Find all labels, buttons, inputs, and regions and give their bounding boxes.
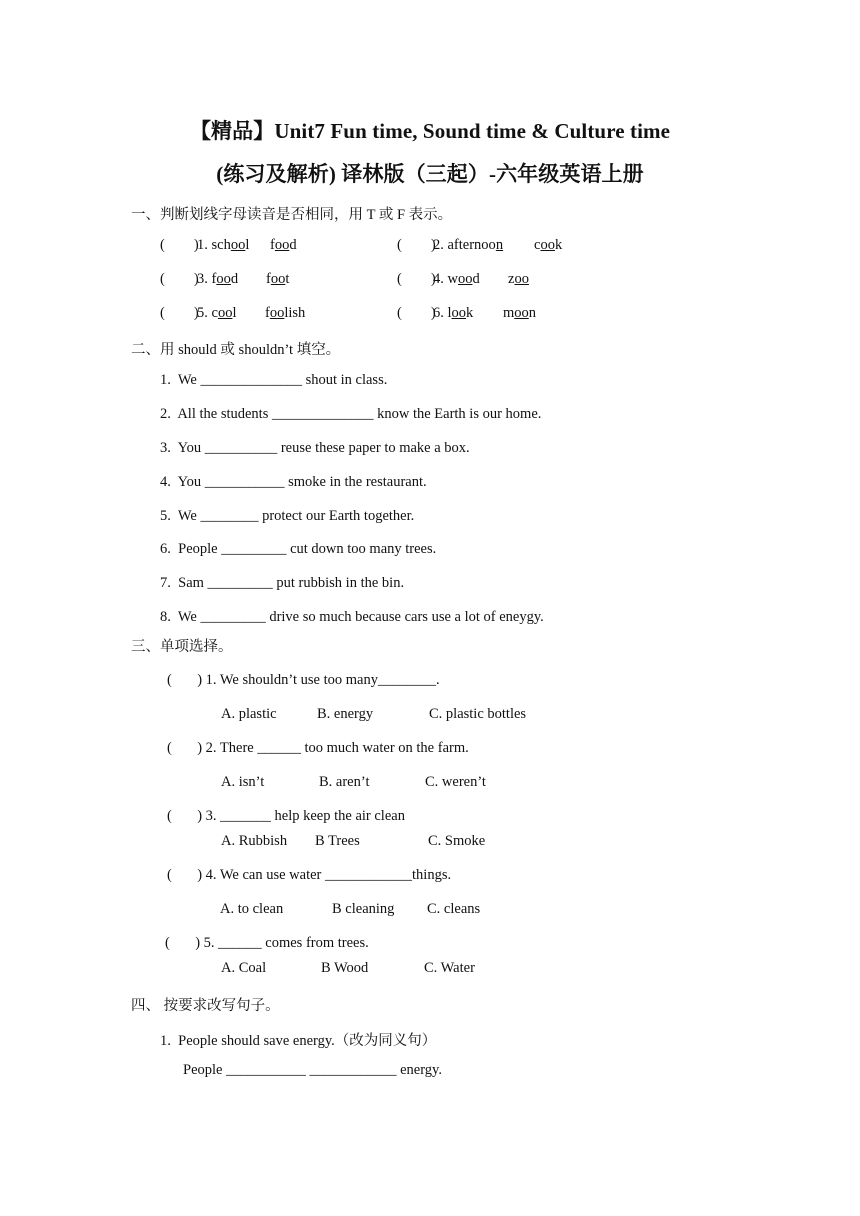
answer-bracket: ( ) <box>160 237 199 253</box>
word-part: d <box>289 237 297 253</box>
underlined-letters: oo <box>514 305 529 321</box>
choice-option-b: B Trees <box>315 833 360 849</box>
word-part: f <box>265 305 270 321</box>
choice-question: ( ) 4. We can use water ____________things. <box>167 867 452 883</box>
word-part: k <box>554 237 563 253</box>
choice-option-c: C. plastic bottles <box>429 706 527 722</box>
underlined-letters: oo <box>451 305 467 321</box>
underlined-letters: oo <box>230 237 246 253</box>
word-part: m <box>503 305 515 321</box>
word-2 <box>508 271 529 288</box>
word-part: f <box>266 271 271 287</box>
answer-bracket: ( ) <box>397 271 436 287</box>
rewrite-answer-line: People ___________ ____________ energy. <box>183 1062 442 1078</box>
section-2-heading: 二、用 should 或 shouldn’t 填空。 <box>131 342 341 358</box>
word-2 <box>534 237 562 254</box>
section-4-heading: 四、 按要求改写句子。 <box>131 998 280 1014</box>
word-part: l <box>447 305 452 321</box>
fill-in-item: 7. Sam _________ put rubbish in the bin. <box>160 575 405 591</box>
choice-option-a: A. Coal <box>221 960 267 976</box>
word-part: c <box>211 305 218 321</box>
word-part: z <box>508 271 515 287</box>
underlined-letters: oo <box>216 271 231 287</box>
word-2 <box>266 271 289 288</box>
word-part: afternoo <box>447 237 496 253</box>
choice-question: ( ) 2. There ______ too much water on the farm. <box>167 740 469 756</box>
choice-option-a: A. isn’t <box>221 774 265 790</box>
choice-option-b: B Wood <box>321 960 369 976</box>
item-number: 4. <box>433 271 444 287</box>
fill-in-item: 3. You __________ reuse these paper to make a box. <box>160 440 470 456</box>
choice-option-c: C. Water <box>424 960 475 976</box>
word-1 <box>433 271 480 288</box>
fill-in-item: 4. You ___________ smoke in the restaurant. <box>160 474 427 490</box>
choice-option-c: C. cleans <box>427 901 481 917</box>
word-part: f <box>270 237 275 253</box>
underlined-letters: oo <box>217 305 233 321</box>
word-1 <box>433 305 473 322</box>
answer-bracket: ( ) <box>397 237 436 253</box>
underlined-letters: oo <box>540 237 555 253</box>
choice-option-c: C. weren’t <box>425 774 486 790</box>
word-part: l <box>232 305 237 321</box>
choice-question: ( ) 5. ______ comes from trees. <box>165 935 369 951</box>
word-part: d <box>230 271 239 287</box>
word-2 <box>270 237 297 254</box>
choice-option-b: B. energy <box>317 706 374 722</box>
fill-in-item: 1. We ______________ shout in class. <box>160 372 388 388</box>
word-part: k <box>466 305 474 321</box>
word-1 <box>197 305 236 322</box>
underlined-letters: oo <box>274 237 290 253</box>
word-1 <box>197 271 238 288</box>
underlined-letters: oo <box>270 271 286 287</box>
item-number: 2. <box>433 237 444 253</box>
item-number: 5. <box>197 305 208 321</box>
underlined-letters: oo <box>514 271 529 287</box>
fill-in-item: 5. We ________ protect our Earth together. <box>160 508 415 524</box>
fill-in-item: 2. All the students ______________ know the Earth is our home. <box>160 406 542 422</box>
section-1-heading: 一、判断划线字母读音是否相同，用 T 或 F 表示。 <box>131 207 453 223</box>
fill-in-item: 6. People _________ cut down too many trees. <box>160 541 437 557</box>
word-2 <box>503 305 536 322</box>
word-part: c <box>534 237 541 253</box>
underlined-letters: oo <box>457 271 473 287</box>
answer-bracket: ( ) <box>397 305 436 321</box>
word-1 <box>433 237 503 254</box>
word-1 <box>197 237 249 254</box>
word-part: t <box>285 271 290 287</box>
word-part: lish <box>284 305 306 321</box>
answer-bracket: ( ) <box>160 305 199 321</box>
choice-option-a: A. Rubbish <box>221 833 288 849</box>
choice-option-b: B cleaning <box>332 901 395 917</box>
section-3-heading: 三、单项选择。 <box>131 639 233 655</box>
word-part: d <box>472 271 480 287</box>
item-number: 6. <box>433 305 444 321</box>
choice-option-a: A. plastic <box>221 706 277 722</box>
item-number: 1. <box>197 237 208 253</box>
page-title-line-1: 【精品】Unit7 Fun time, Sound time & Culture time <box>189 119 671 143</box>
word-part: w <box>447 271 458 287</box>
choice-option-a: A. to clean <box>220 901 284 917</box>
rewrite-question: 1. People should save energy.（改为同义句） <box>160 1033 437 1049</box>
underlined-letters: n <box>495 237 504 253</box>
word-part: f <box>211 271 217 287</box>
choice-question: ( ) 3. _______ help keep the air clean <box>167 808 405 824</box>
choice-option-b: B. aren’t <box>319 774 370 790</box>
fill-in-item: 8. We _________ drive so much because cars use a lot of eneygy. <box>160 609 544 625</box>
item-number: 3. <box>197 271 208 287</box>
word-part: sch <box>211 237 231 253</box>
underlined-letters: oo <box>269 305 285 321</box>
choice-option-c: C. Smoke <box>428 833 486 849</box>
word-2 <box>265 305 305 322</box>
word-part: n <box>528 305 537 321</box>
word-part: l <box>245 237 250 253</box>
answer-bracket: ( ) <box>160 271 199 287</box>
page-title-line-2: (练习及解析) 译林版（三起）-六年级英语上册 <box>216 162 644 186</box>
choice-question: ( ) 1. We shouldn’t use too many________. <box>167 672 440 688</box>
